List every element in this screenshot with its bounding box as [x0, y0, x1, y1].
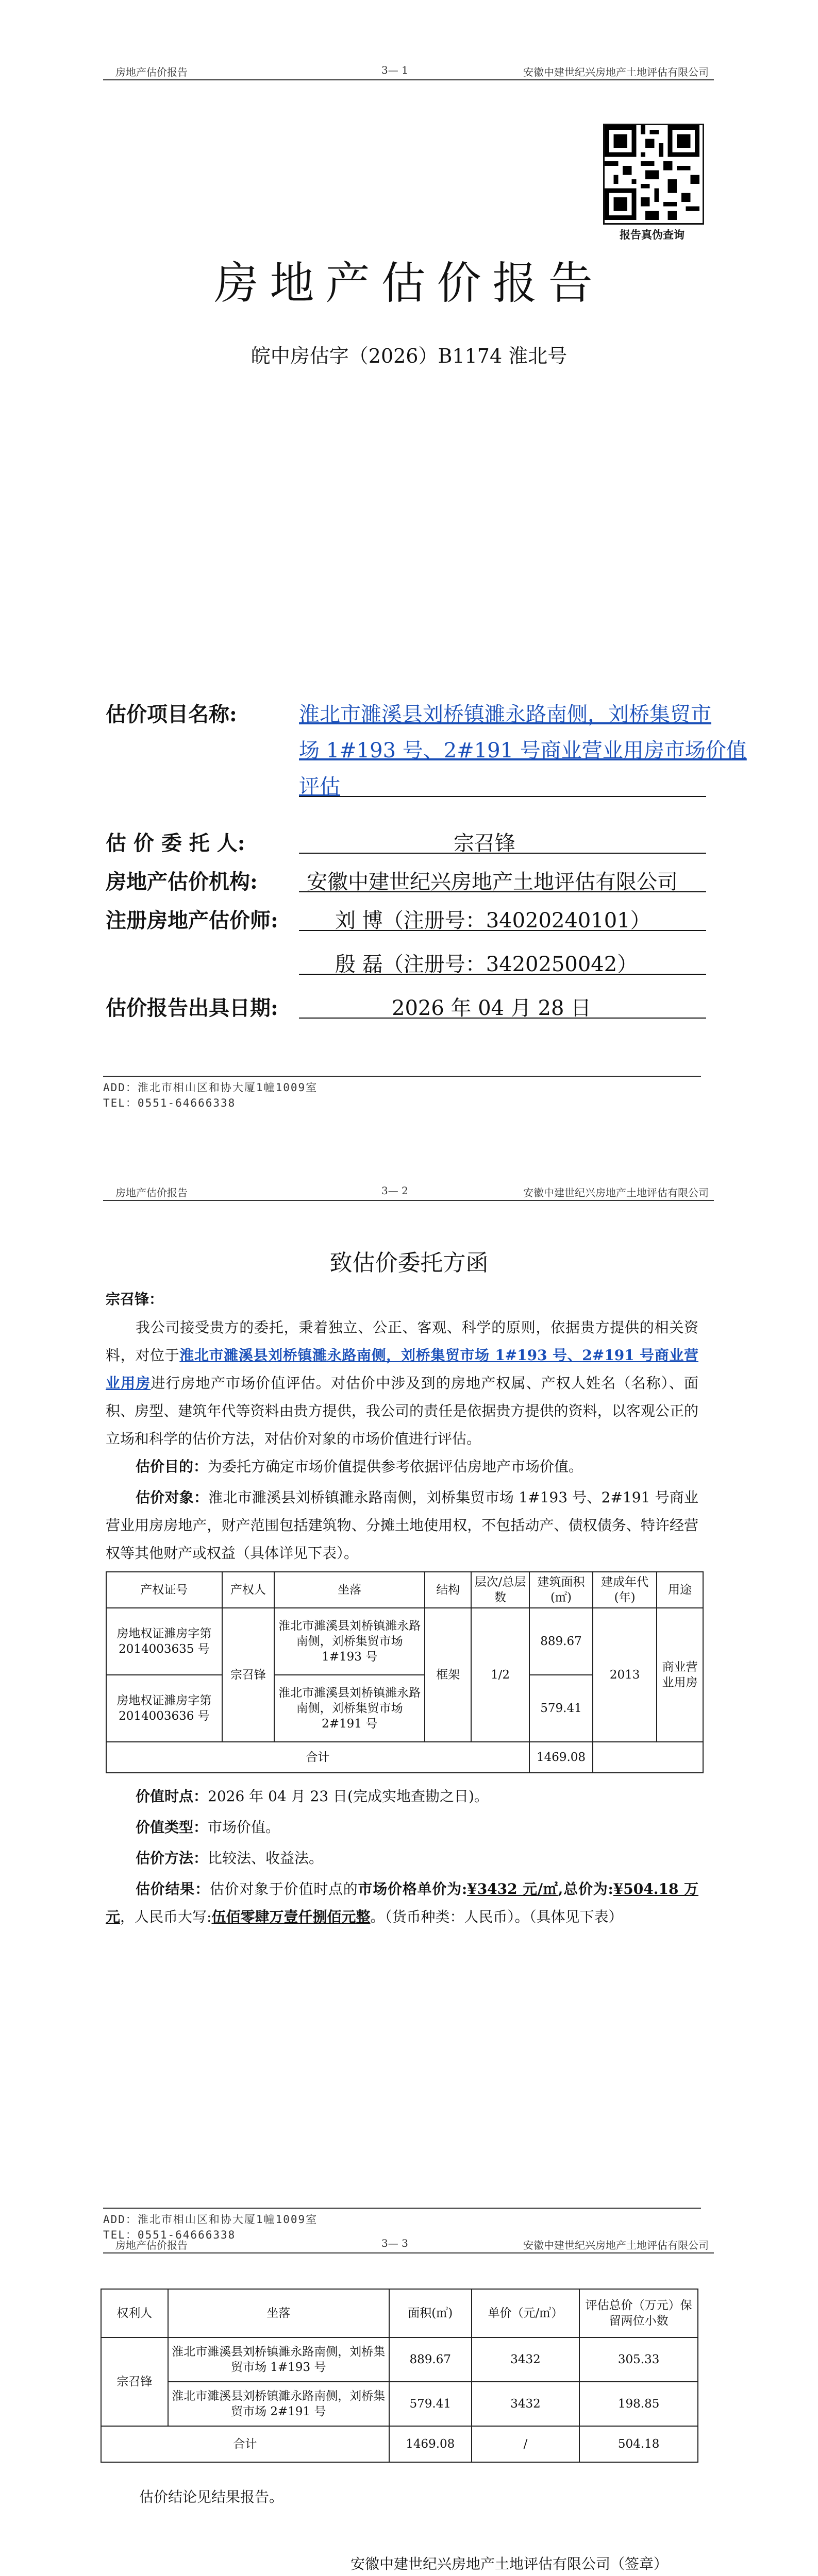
report-date: 2026 年 04 月 28 日	[392, 996, 592, 1020]
intro-paragraph	[106, 1314, 698, 1453]
price-cell: 3432	[472, 2382, 580, 2426]
company-seal-line: 安徽中建世纪兴房地产土地评估有限公司（签章）	[350, 2555, 669, 2572]
cert-cell: 房地权证濉房字第 2014003636 号	[106, 1675, 222, 1742]
result-unit-price: ¥3432 元/㎡	[467, 1880, 558, 1897]
project-name-line-2: 场 1#193 号、2#191 号商业营业用房市场价值	[299, 739, 747, 762]
use-cell: 商业营业用房	[657, 1608, 703, 1742]
th-floors: 层次/总层数	[471, 1572, 529, 1608]
footer-address: ADD：淮北市相山区和协大厦1幢1009室	[103, 1081, 318, 1094]
report-number: 皖中房估字（2026）B1174 淮北号	[251, 345, 567, 367]
footer-tel: TEL：0551-64666338	[103, 2229, 236, 2241]
qr-caption: 报告真伪查询	[620, 228, 685, 241]
underline	[299, 974, 706, 975]
area-cell: 579.41	[529, 1675, 593, 1742]
header-left: 房地产估价报告	[115, 2239, 188, 2251]
time-text: 2026 年 04 月 23 日(完成实地查勘之日)。	[208, 1788, 489, 1805]
qr-code-icon[interactable]	[603, 124, 704, 225]
underline	[299, 853, 706, 854]
total-cell: 198.85	[579, 2382, 698, 2426]
table-total-row	[101, 2426, 698, 2462]
method-text: 比较法、收益法。	[208, 1850, 324, 1867]
page-footer	[103, 1076, 701, 1111]
time-paragraph	[106, 1783, 698, 1810]
th-total: 评估总价（万元）保留两位小数	[579, 2289, 698, 2337]
intro-property: 淮北市濉溪县刘桥镇濉永路南侧，刘桥集贸市场 1#193 号、2#191 号商业营业用房	[106, 1347, 698, 1392]
area-cell: 579.41	[389, 2382, 472, 2426]
location-cell: 淮北市濉溪县刘桥镇濉永路南侧，刘桥集贸市场 1#193 号	[274, 1608, 425, 1675]
price-cell: 3432	[472, 2337, 580, 2382]
method-paragraph	[106, 1844, 698, 1872]
table-row	[101, 2337, 698, 2382]
object-label: 估价对象：	[136, 1489, 209, 1506]
sum-total: 504.18	[579, 2426, 698, 2462]
underline	[299, 796, 706, 797]
result-label: 估价结果：	[136, 1880, 210, 1897]
time-label: 价值时点：	[136, 1788, 208, 1805]
total-empty	[593, 1742, 703, 1773]
th-year: 建成年代(年)	[593, 1572, 657, 1608]
result-text-b: 市场价格单价为:	[358, 1880, 468, 1897]
project-name-line-1: 淮北市濉溪县刘桥镇濉永路南侧，刘桥集贸市	[299, 703, 711, 726]
salutation: 宗召锋：	[106, 1291, 164, 1308]
table-row	[106, 1608, 703, 1675]
result-text-e: 。（货币种类：人民币）。（具体见下表）	[370, 1908, 623, 1925]
appraiser-1: 刘 博（注册号：34020240101）	[335, 909, 651, 933]
area-cell: 889.67	[389, 2337, 472, 2382]
underline	[299, 1018, 706, 1019]
table-total-row	[106, 1742, 703, 1773]
intro-text-c: 进行房地产市场价值评估。对估价中涉及到的房地产权属、产权人姓名（名称）、面积、房型、建筑年代等资料由贵方提供，我公司的责任是依据贵方提供的资料，以客观公正的立场和科学的估价方法，对估价对象的市场价值进行评估。	[106, 1375, 698, 1447]
header-left: 房地产估价报告	[115, 66, 188, 78]
total-cell: 305.33	[579, 2337, 698, 2382]
footer-address: ADD：淮北市相山区和协大厦1幢1009室	[103, 2213, 318, 2226]
header-page-number: 3— 2	[381, 1184, 408, 1197]
valuation-table	[101, 2289, 698, 2463]
th-location: 坐落	[274, 1572, 425, 1608]
client-name: 宗召锋	[454, 832, 515, 855]
owner-cell: 宗召锋	[101, 2337, 168, 2426]
floors-cell: 1/2	[471, 1608, 529, 1742]
result-text-c: ,总价为:	[558, 1880, 613, 1897]
field-label-project: 估价项目名称:	[106, 702, 237, 726]
method-label: 估价方法：	[136, 1850, 208, 1867]
underline	[299, 930, 706, 931]
sum-price: /	[472, 2426, 580, 2462]
result-upper-amount: 伍佰零肆万壹仟捌佰元整	[211, 1908, 371, 1925]
object-paragraph	[106, 1484, 698, 1567]
result-text-d: ，人民币大写:	[120, 1908, 212, 1925]
letter-title: 致估价委托方函	[329, 1250, 489, 1276]
type-text: 市场价值。	[208, 1819, 280, 1836]
purpose-paragraph	[106, 1453, 698, 1481]
th-location: 坐落	[168, 2289, 389, 2337]
location-cell: 淮北市濉溪县刘桥镇濉永路南侧，刘桥集贸市场 2#191 号	[274, 1675, 425, 1742]
purpose-text: 为委托方确定市场价值提供参考依据评估房地产市场价值。	[208, 1458, 583, 1475]
header-company: 安徽中建世纪兴房地产土地评估有限公司	[523, 66, 709, 78]
appraiser-2: 殷 磊（注册号：3420250042）	[335, 953, 638, 976]
year-cell: 2013	[593, 1608, 657, 1742]
type-label: 价值类型：	[136, 1819, 208, 1836]
page-header	[103, 1177, 714, 1201]
result-text-a: 估价对象于价值时点的	[209, 1880, 358, 1897]
result-total-price: ¥504.18 万元	[106, 1880, 698, 1925]
field-label-agency: 房地产估价机构:	[106, 870, 258, 894]
th-use: 用途	[657, 1572, 703, 1608]
area-cell: 889.67	[529, 1608, 593, 1675]
total-label: 合计	[106, 1742, 529, 1773]
underline	[299, 891, 706, 892]
cert-cell: 房地权证濉房字第 2014003635 号	[106, 1608, 222, 1675]
header-company: 安徽中建世纪兴房地产土地评估有限公司	[523, 2239, 709, 2251]
sum-area: 1469.08	[389, 2426, 472, 2462]
header-company: 安徽中建世纪兴房地产土地评估有限公司	[523, 1187, 709, 1199]
report-title: 房地产估价报告	[214, 258, 604, 309]
footer-tel: TEL：0551-64666338	[103, 1097, 236, 1109]
location-cell: 淮北市濉溪县刘桥镇濉永路南侧，刘桥集贸市场 2#191 号	[168, 2382, 389, 2426]
header-page-number: 3— 1	[381, 64, 408, 76]
th-owner: 权利人	[101, 2289, 168, 2337]
th-area: 面积(㎡)	[389, 2289, 472, 2337]
result-paragraph	[106, 1875, 698, 1931]
th-unit-price: 单价（元/㎡）	[472, 2289, 580, 2337]
type-paragraph	[106, 1814, 698, 1841]
owner-cell: 宗召锋	[222, 1608, 274, 1742]
th-cert: 产权证号	[106, 1572, 222, 1608]
project-name-line-3: 评估	[299, 775, 340, 799]
agency-name: 安徽中建世纪兴房地产土地评估有限公司	[307, 870, 678, 894]
intro-text-a: 我公司接受贵方的委托，秉着独立、公正、客观、科学的原则，依据贵方提供的相关资料，对位于	[106, 1319, 698, 1364]
location-cell: 淮北市濉溪县刘桥镇濉永路南侧，刘桥集贸市场 1#193 号	[168, 2337, 389, 2382]
page-header	[103, 2230, 714, 2253]
object-text: 淮北市濉溪县刘桥镇濉永路南侧，刘桥集贸市场 1#193 号、2#191 号商业营业用房房地产，财产范围包括建筑物、分摊土地使用权，不包括动产、债权债务、特许经营权等其他财产或权益（具体详见下表）。	[106, 1489, 698, 1562]
header-page-number: 3— 3	[381, 2237, 408, 2249]
closing-line: 估价结论见结果报告。	[139, 2488, 284, 2505]
field-label-appraisers: 注册房地产估价师:	[106, 908, 278, 933]
purpose-label: 估价目的：	[136, 1458, 208, 1475]
th-structure: 结构	[425, 1572, 471, 1608]
total-area: 1469.08	[529, 1742, 593, 1773]
structure-cell: 框架	[425, 1608, 471, 1742]
th-owner: 产权人	[222, 1572, 274, 1608]
sum-label: 合计	[101, 2426, 389, 2462]
field-label-date: 估价报告出具日期:	[106, 996, 278, 1020]
th-area: 建筑面积(㎡)	[529, 1572, 593, 1608]
header-left: 房地产估价报告	[115, 1187, 188, 1199]
field-label-client: 估 价 委 托 人:	[106, 831, 245, 855]
page-header	[103, 57, 714, 80]
property-table	[106, 1571, 704, 1773]
table-row	[101, 2382, 698, 2426]
